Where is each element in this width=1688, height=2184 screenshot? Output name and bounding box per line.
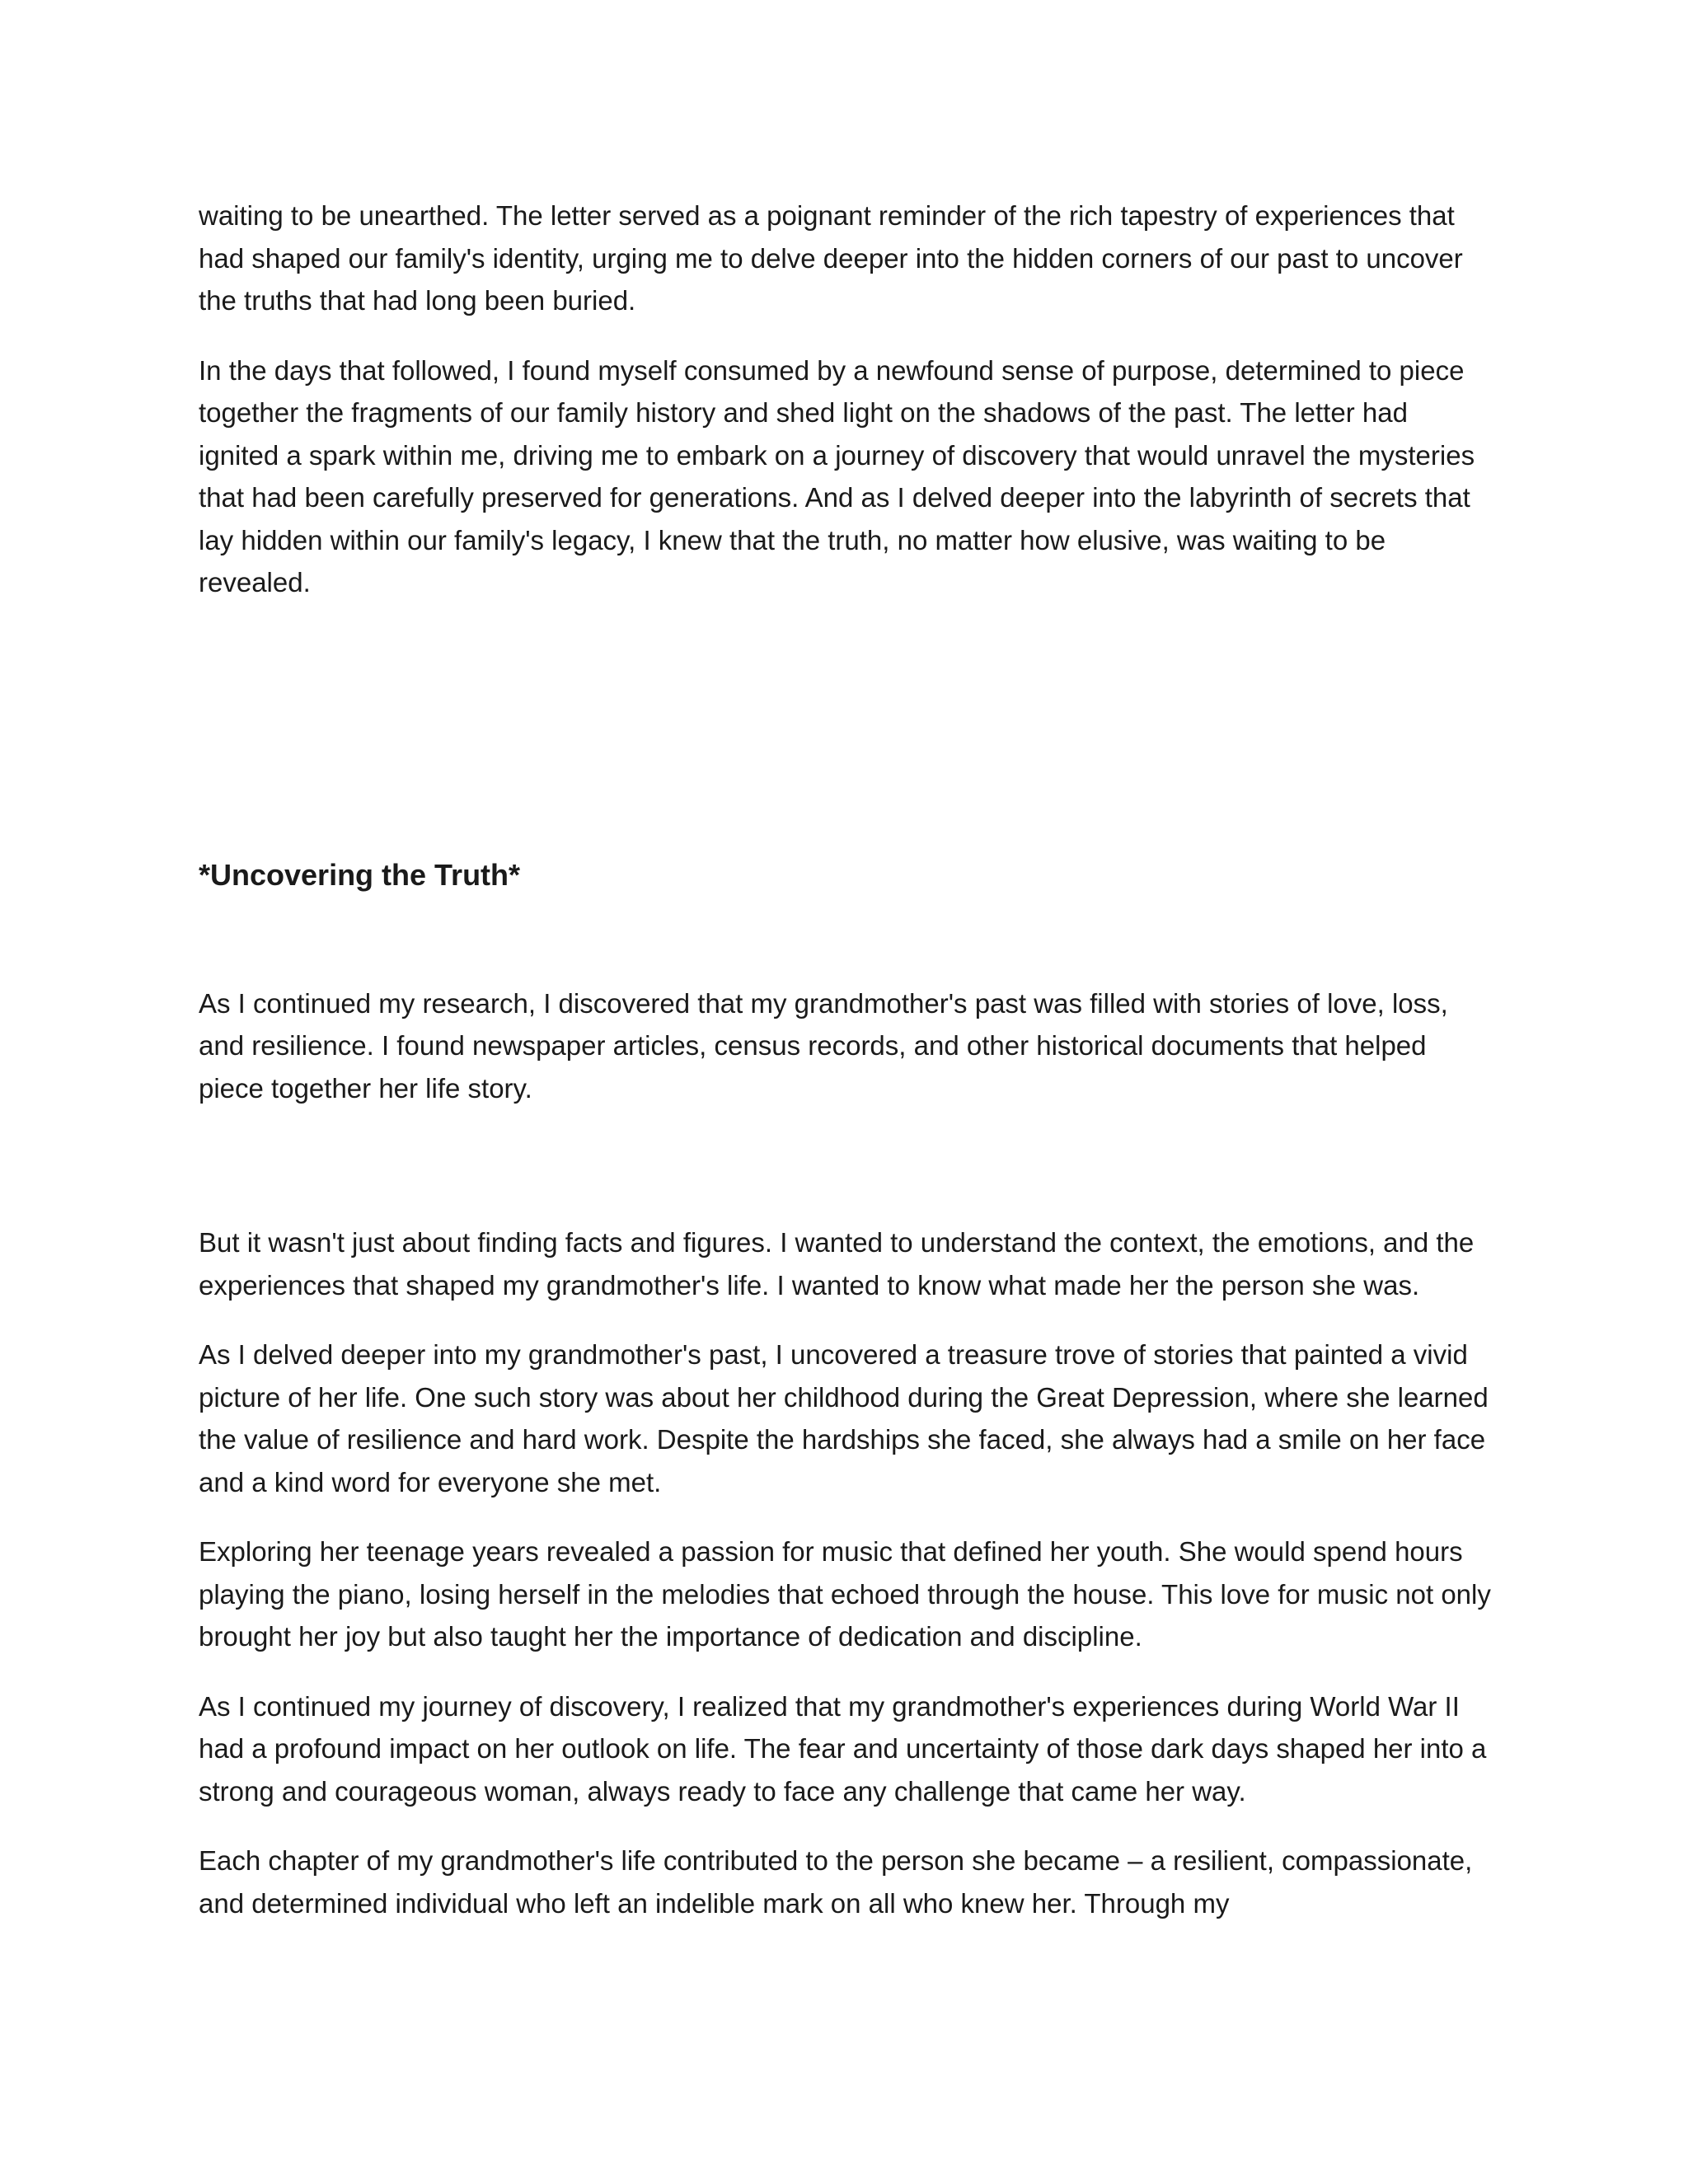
paragraph: But it wasn't just about finding facts and figures. I wanted to understand the context, the emotions, and the experiences that shaped my grandmother's life. I wanted to know what made her the person she was. — [199, 1227, 1475, 1301]
paragraph: As I delved deeper into my grandmother's past, I uncovered a treasure trove of stories that painted a vivid picture of her life. One such story was about her childhood during the Great Depression, where she learned the value of resilience and hard work. Despite the hardships she faced, she always had a smile on her face and a kind word for everyone she met. — [199, 1339, 1489, 1497]
blank-space — [199, 631, 1493, 854]
paragraph: Each chapter of my grandmother's life contributed to the person she became – a resilient, compassionate, and determined individual who left an indelible mark on all who knew her. Through my — [199, 1845, 1473, 1919]
blank-space — [199, 1137, 1493, 1221]
paragraph: waiting to be unearthed. The letter served as a poignant reminder of the rich tapestry of experiences that had shaped our family's identity, urging me to delve deeper into the hidden corners of our past to uncover the truths that had long been buried. — [199, 200, 1463, 316]
paragraph: As I continued my journey of discovery, I realized that my grandmother's experiences during World War II had a profound impact on her outlook on life. The fear and uncertainty of those dark days shaped her into a strong and courageous woman, always ready to face any challenge that came her way. — [199, 1690, 1487, 1807]
document-body — [199, 194, 1493, 1952]
paragraph: As I continued my research, I discovered that my grandmother's past was filled with stories of love, loss, and resilience. I found newspaper articles, census records, and other historical documents that helped piece together her life story. — [199, 987, 1448, 1104]
blank-space — [199, 896, 1493, 982]
section-heading: *Uncovering the Truth* — [199, 857, 521, 892]
paragraph: In the days that followed, I found myself consumed by a newfound sense of purpose, determined to piece together the fragments of our family history and shed light on the shadows of the past. The letter had ignited a spark within me, driving me to embark on a journey of discovery that would unravel the mysteries that had been carefully preserved for generations. And as I delved deeper into the labyrinth of secrets that lay hidden within our family's legacy, I knew that the truth, no matter how elusive, was waiting to be revealed. — [199, 354, 1475, 598]
paragraph: Exploring her teenage years revealed a passion for music that defined her youth. She would spend hours playing the piano, losing herself in the melodies that echoed through the house. This love for music not only brought her joy but also taught her the importance of dedication and discipline. — [199, 1536, 1491, 1652]
